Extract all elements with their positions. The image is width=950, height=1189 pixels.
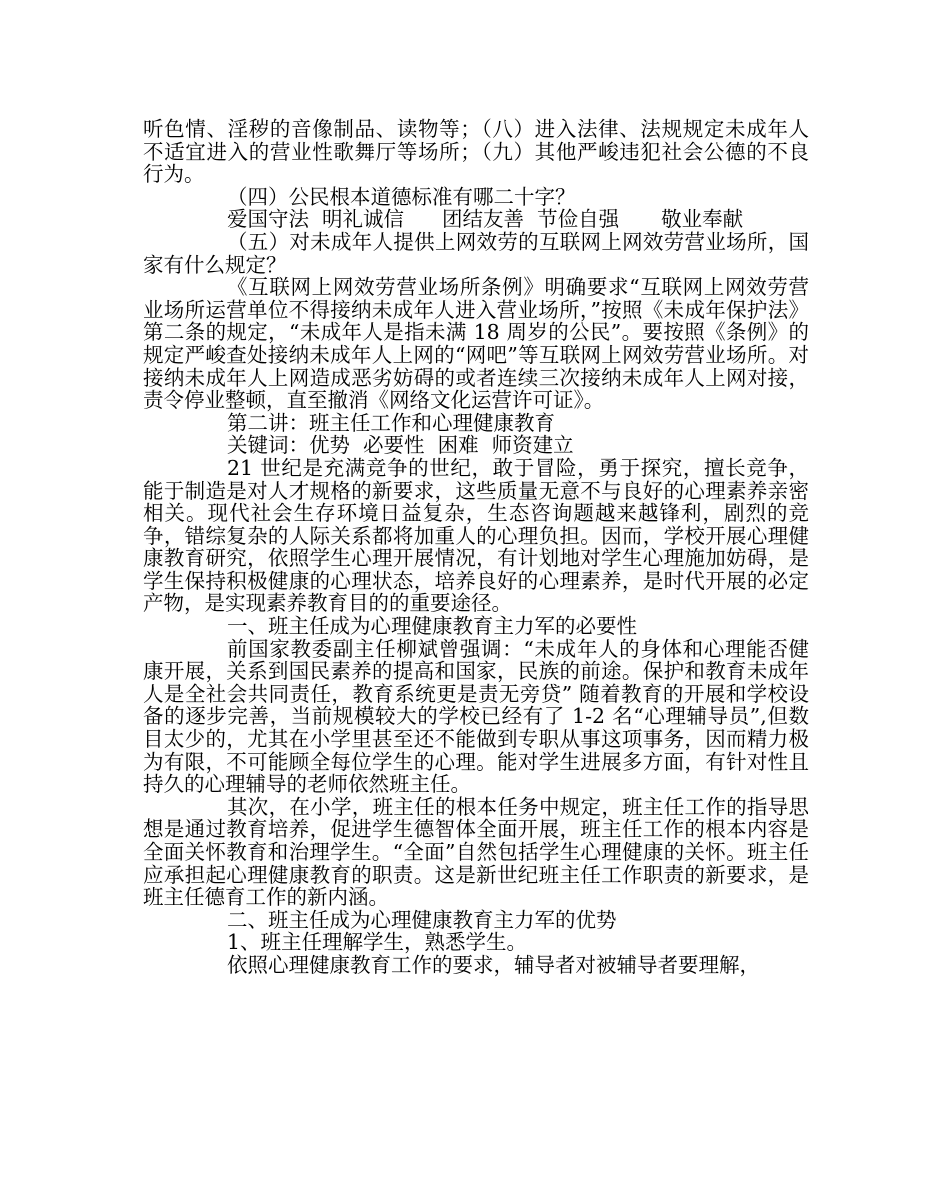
virtue-5: 敬业奉献 xyxy=(661,207,744,232)
document-page xyxy=(143,118,809,977)
lecture-two-title: 第二讲：班主任工作和心理健康教育 xyxy=(227,410,555,435)
heading-understand-students: 1、班主任理解学生，熟悉学生。 xyxy=(227,930,528,955)
heading-necessity: 一、班主任成为心理健康教育主力军的必要性 xyxy=(227,614,637,639)
virtue-2: 明礼诚信 xyxy=(322,207,405,232)
virtue-1: 爱国守法 xyxy=(227,207,309,232)
paragraph-second: 其次，在小学，班主任的根本任务中规定，班主任工作的指导思想是通过教育培养，促进学生德智体全面开展，班主任工作的根本内容是全面关怀教育和治理学生。“全面”自然包括学生心理健康的关怀。班主任应承担起心理健康教育的职责。这是新世纪班主任工作职责的新要求，是班主任德育工作的新内涵。 xyxy=(143,794,809,910)
question-four: （四）公民根本道德标准有哪二十字？ xyxy=(227,184,576,209)
paragraph-bad-behaviors: 听色情、淫秽的音像制品、读物等；（八）进入法律、法规规定未成年人不适宜进入的营业性歌舞厅等场所；（九）其他严峻违犯社会公德的不良行为。 xyxy=(143,117,809,187)
question-five: （五）对未成年人提供上网效劳的互联网上网效劳营业场所，国家有什么规定？ xyxy=(143,229,809,277)
paragraph-last: 依照心理健康教育工作的要求，辅导者对被辅导者要理解， xyxy=(227,952,760,977)
paragraph-regulation: 《互联网上网效劳营业场所条例》明确要求“互联网上网效劳营业场所运营单位不得接纳未成年人进入营业场所，”按照《未成年保护法》第二条的规定，“未成年人是指未满 18 周岁的公民”。要按照《条例》的规定严峻查处接纳未成年人上网的“网吧”等互联网上网效劳营业场所。对接纳未成年人上网造成恶劣妨碍的或者连续三次接纳未成年人上网对接，责令停业整顿，直至撤消《网络文化运营许可证》。 xyxy=(143,275,809,413)
virtues-line xyxy=(143,208,809,231)
paragraph-century: 21 世纪是充满竞争的世纪，敢于冒险，勇于探究，擅长竞争，能于制造是对人才规格的新要求，这些质量无意不与良好的心理素养亲密相关。现代社会生存环境日益复杂，生态咨询题越来越锋利，剧烈的竞争，错综复杂的人际关系都将加重人的心理负担。因而，学校开展心理健康教育研究，依照学生心理开展情况，有计划地对学生心理施加妨碍，是学生保持积极健康的心理状态，培养良好的心理素养，是时代开展的必定产物，是实现素养教育目的的重要途径。 xyxy=(143,455,809,616)
paragraph-liu-bin: 前国家教委副主任柳斌曾强调：“未成年人的身体和心理能否健康开展，关系到国民素养的提高和国家，民族的前途。保护和教育未成年人是全社会共同责任，教育系统更是责无旁贷” 随着教育的开展和学校设备的逐步完善，当前规模较大的学校已经有了 1-2 名“心理辅导员”,但数目太少的，尤其在小学里甚至还不能做到专职从事这项事务，因而精力极为有限，不可能顾全每位学生的心理。能对学生进展多方面，有针对性且持久的心理辅导的老师依然班主任。 xyxy=(143,636,809,797)
heading-advantage: 二、班主任成为心理健康教育主力军的优势 xyxy=(227,907,617,932)
keywords-line: 关键词：优势 必要性 困难 师资建立 xyxy=(227,433,574,458)
virtue-4: 节俭自强 xyxy=(537,207,620,232)
virtue-3: 团结友善 xyxy=(442,207,525,232)
